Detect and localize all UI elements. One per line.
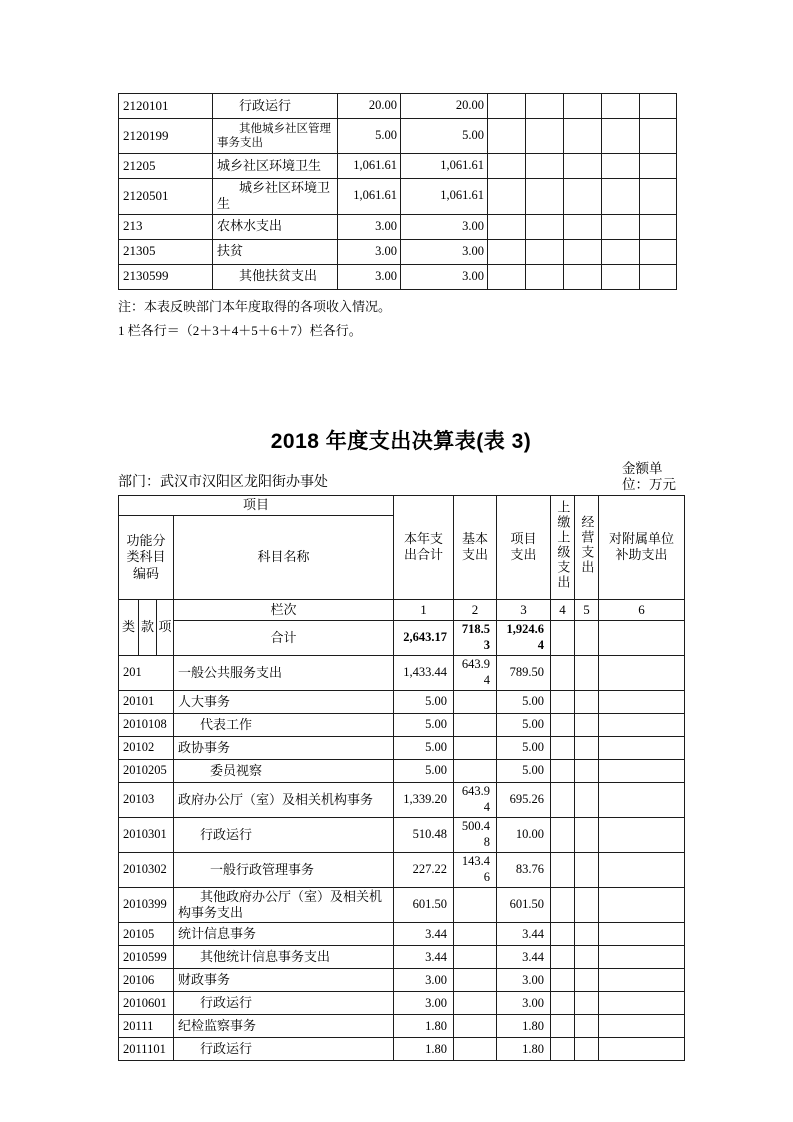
- value-cell: 1,061.61: [401, 154, 488, 179]
- value-cell: 83.76: [497, 852, 551, 887]
- value-cell: 3.00: [497, 992, 551, 1015]
- income-row: [119, 214, 677, 239]
- expense-row: [119, 736, 685, 759]
- name-cell: 统计信息事务: [174, 923, 394, 946]
- code-cell: 21305: [119, 239, 213, 264]
- value-cell: 1.80: [394, 1038, 454, 1061]
- code-cell: 213: [119, 214, 213, 239]
- unit-label: 金额单位：万元: [622, 460, 676, 492]
- empty-cell: [599, 1015, 685, 1038]
- header-sub-lei: 类: [119, 599, 139, 655]
- value-cell: 3.00: [401, 239, 488, 264]
- value-cell: [454, 713, 497, 736]
- name-cell: 其他政府办公厅（室）及相关机构事务支出: [174, 887, 394, 923]
- code-cell: 2010599: [119, 946, 174, 969]
- empty-cell: [551, 655, 575, 690]
- column-number: 6: [599, 599, 685, 620]
- header-lanci: 栏次: [174, 599, 394, 620]
- code-cell: 20111: [119, 1015, 174, 1038]
- name-cell: 行政运行: [174, 1038, 394, 1061]
- value-cell: 3.44: [394, 923, 454, 946]
- value-cell: 2,643.17: [394, 620, 454, 655]
- empty-cell: [575, 655, 599, 690]
- empty-cell: [602, 119, 640, 154]
- expense-row: [119, 817, 685, 852]
- empty-cell: [575, 713, 599, 736]
- header-project: 项目: [119, 495, 394, 515]
- name-cell: 城乡社区环境卫生: [213, 154, 338, 179]
- value-cell: 3.44: [497, 946, 551, 969]
- value-cell: [454, 690, 497, 713]
- empty-cell: [575, 817, 599, 852]
- empty-cell: [575, 887, 599, 923]
- code-cell: 20102: [119, 736, 174, 759]
- code-cell: 2120199: [119, 119, 213, 154]
- header-subject-name: 科目名称: [174, 515, 394, 599]
- empty-cell: [488, 264, 526, 289]
- expense-row: [119, 852, 685, 887]
- empty-cell: [599, 887, 685, 923]
- empty-cell: [551, 782, 575, 817]
- vertical-header-text: 经营支出: [579, 515, 595, 576]
- empty-cell: [488, 154, 526, 179]
- empty-cell: [640, 179, 677, 215]
- name-cell: 纪检监察事务: [174, 1015, 394, 1038]
- empty-cell: [551, 887, 575, 923]
- empty-cell: [602, 214, 640, 239]
- header-col6: 对附属单位补助支出: [599, 495, 685, 599]
- column-number: 5: [575, 599, 599, 620]
- empty-cell: [551, 1038, 575, 1061]
- empty-cell: [564, 264, 602, 289]
- income-row: [119, 94, 677, 119]
- empty-cell: [575, 759, 599, 782]
- value-cell: [454, 759, 497, 782]
- empty-cell: [526, 119, 564, 154]
- code-cell: 2010108: [119, 713, 174, 736]
- table-meta-row: [118, 461, 684, 493]
- value-cell: 500.48: [454, 817, 497, 852]
- empty-cell: [564, 214, 602, 239]
- empty-cell: [551, 969, 575, 992]
- empty-cell: [599, 759, 685, 782]
- value-cell: 5.00: [401, 119, 488, 154]
- code-cell: 2010399: [119, 887, 174, 923]
- value-cell: 5.00: [497, 713, 551, 736]
- code-cell: 20101: [119, 690, 174, 713]
- value-cell: 718.53: [454, 620, 497, 655]
- expense-row: [119, 969, 685, 992]
- empty-cell: [526, 214, 564, 239]
- header-func-code: 功能分类科目编码: [119, 515, 174, 599]
- code-cell: 2010205: [119, 759, 174, 782]
- empty-cell: [599, 1038, 685, 1061]
- value-cell: 5.00: [338, 119, 401, 154]
- name-cell: 政府办公厅（室）及相关机构事务: [174, 782, 394, 817]
- header-col2: 基本支出: [454, 495, 497, 599]
- empty-cell: [551, 1015, 575, 1038]
- value-cell: 3.00: [401, 214, 488, 239]
- empty-cell: [575, 782, 599, 817]
- empty-cell: [575, 946, 599, 969]
- empty-cell: [551, 736, 575, 759]
- empty-cell: [602, 154, 640, 179]
- header-row: [119, 599, 685, 620]
- name-cell: 其他扶贫支出: [213, 264, 338, 289]
- empty-cell: [526, 264, 564, 289]
- value-cell: [454, 992, 497, 1015]
- value-cell: [454, 946, 497, 969]
- name-cell: 一般公共服务支出: [174, 655, 394, 690]
- value-cell: 3.00: [394, 992, 454, 1015]
- income-row: [119, 119, 677, 154]
- code-cell: 201: [119, 655, 174, 690]
- name-cell: 其他统计信息事务支出: [174, 946, 394, 969]
- expense-row: [119, 690, 685, 713]
- name-cell: 扶贫: [213, 239, 338, 264]
- empty-cell: [526, 179, 564, 215]
- value-cell: 3.00: [394, 969, 454, 992]
- empty-cell: [640, 119, 677, 154]
- empty-cell: [526, 239, 564, 264]
- empty-cell: [599, 817, 685, 852]
- department-label: 部门：武汉市汉阳区龙阳街办事处: [118, 474, 328, 490]
- value-cell: [454, 1015, 497, 1038]
- value-cell: 1.80: [497, 1038, 551, 1061]
- name-cell: 人大事务: [174, 690, 394, 713]
- value-cell: 3.44: [394, 946, 454, 969]
- name-cell: 行政运行: [174, 817, 394, 852]
- name-cell: 农林水支出: [213, 214, 338, 239]
- empty-cell: [575, 1015, 599, 1038]
- note-line: 注：本表反映部门本年度取得的各项收入情况。: [118, 298, 392, 314]
- value-cell: 3.44: [497, 923, 551, 946]
- code-cell: 2010302: [119, 852, 174, 887]
- expense-row: [119, 946, 685, 969]
- empty-cell: [602, 94, 640, 119]
- empty-cell: [526, 154, 564, 179]
- header-row: [119, 495, 685, 515]
- expense-row: [119, 992, 685, 1015]
- empty-cell: [488, 179, 526, 215]
- name-cell: 财政事务: [174, 969, 394, 992]
- expense-row: [119, 713, 685, 736]
- header-sub-kuan: 款: [139, 599, 157, 655]
- empty-cell: [599, 923, 685, 946]
- empty-cell: [575, 923, 599, 946]
- empty-cell: [564, 239, 602, 264]
- value-cell: 5.00: [497, 690, 551, 713]
- header-col1: 本年支出合计: [394, 495, 454, 599]
- name-cell: 一般行政管理事务: [174, 852, 394, 887]
- empty-cell: [599, 992, 685, 1015]
- value-cell: 10.00: [497, 817, 551, 852]
- name-cell: 委员视察: [174, 759, 394, 782]
- total-row: [119, 620, 685, 655]
- empty-cell: [551, 992, 575, 1015]
- expense-row: [119, 887, 685, 923]
- name-cell: 其他城乡社区管理事务支出: [213, 119, 338, 154]
- empty-cell: [551, 620, 575, 655]
- column-number: 2: [454, 599, 497, 620]
- empty-cell: [599, 852, 685, 887]
- value-cell: [454, 969, 497, 992]
- empty-cell: [551, 690, 575, 713]
- empty-cell: [575, 852, 599, 887]
- expense-row: [119, 1038, 685, 1061]
- column-number: 3: [497, 599, 551, 620]
- income-row: [119, 154, 677, 179]
- income-table: [118, 93, 677, 290]
- empty-cell: [488, 214, 526, 239]
- name-cell: 政协事务: [174, 736, 394, 759]
- value-cell: 20.00: [401, 94, 488, 119]
- note-line: 1 栏各行＝（2＋3＋4＋5＋6＋7）栏各行。: [118, 322, 362, 338]
- header-col4: [551, 495, 575, 599]
- code-cell: 2120501: [119, 179, 213, 215]
- income-row: [119, 239, 677, 264]
- expense-table: [118, 495, 685, 1062]
- code-cell: 2011101: [119, 1038, 174, 1061]
- empty-cell: [564, 179, 602, 215]
- empty-cell: [599, 736, 685, 759]
- empty-cell: [599, 969, 685, 992]
- value-cell: 1,061.61: [338, 179, 401, 215]
- code-cell: 21205: [119, 154, 213, 179]
- header-col3: 项目支出: [497, 495, 551, 599]
- expense-row: [119, 782, 685, 817]
- expense-row: [119, 759, 685, 782]
- empty-cell: [575, 690, 599, 713]
- total-label: 合计: [174, 620, 394, 655]
- empty-cell: [575, 736, 599, 759]
- code-cell: 2010601: [119, 992, 174, 1015]
- empty-cell: [599, 782, 685, 817]
- value-cell: 789.50: [497, 655, 551, 690]
- vertical-header-text: 上缴上级支出: [555, 500, 571, 591]
- empty-cell: [564, 119, 602, 154]
- income-row: [119, 264, 677, 289]
- value-cell: 3.00: [338, 214, 401, 239]
- value-cell: 3.00: [338, 264, 401, 289]
- value-cell: 5.00: [394, 759, 454, 782]
- empty-cell: [488, 94, 526, 119]
- empty-cell: [575, 992, 599, 1015]
- value-cell: 1.80: [497, 1015, 551, 1038]
- empty-cell: [551, 817, 575, 852]
- value-cell: 510.48: [394, 817, 454, 852]
- value-cell: 3.00: [401, 264, 488, 289]
- expense-row: [119, 1015, 685, 1038]
- value-cell: [454, 923, 497, 946]
- value-cell: 5.00: [497, 759, 551, 782]
- empty-cell: [602, 264, 640, 289]
- name-cell: 城乡社区环境卫生: [213, 179, 338, 215]
- empty-cell: [599, 946, 685, 969]
- empty-cell: [602, 179, 640, 215]
- empty-cell: [640, 264, 677, 289]
- value-cell: 5.00: [394, 713, 454, 736]
- name-cell: 代表工作: [174, 713, 394, 736]
- empty-cell: [551, 852, 575, 887]
- value-cell: 1,339.20: [394, 782, 454, 817]
- empty-cell: [599, 690, 685, 713]
- code-cell: 20103: [119, 782, 174, 817]
- value-cell: 695.26: [497, 782, 551, 817]
- value-cell: 1,061.61: [338, 154, 401, 179]
- empty-cell: [564, 94, 602, 119]
- value-cell: 143.46: [454, 852, 497, 887]
- empty-cell: [602, 239, 640, 264]
- value-cell: [454, 887, 497, 923]
- value-cell: [454, 736, 497, 759]
- empty-cell: [526, 94, 564, 119]
- value-cell: 601.50: [394, 887, 454, 923]
- expense-row: [119, 923, 685, 946]
- name-cell: 行政运行: [174, 992, 394, 1015]
- empty-cell: [599, 655, 685, 690]
- empty-cell: [575, 1038, 599, 1061]
- empty-cell: [488, 119, 526, 154]
- empty-cell: [551, 713, 575, 736]
- code-cell: 2130599: [119, 264, 213, 289]
- header-col5: [575, 495, 599, 599]
- empty-cell: [551, 759, 575, 782]
- value-cell: 227.22: [394, 852, 454, 887]
- value-cell: 601.50: [497, 887, 551, 923]
- value-cell: 5.00: [394, 736, 454, 759]
- value-cell: 1,924.64: [497, 620, 551, 655]
- value-cell: 1,433.44: [394, 655, 454, 690]
- empty-cell: [599, 713, 685, 736]
- empty-cell: [640, 239, 677, 264]
- empty-cell: [640, 154, 677, 179]
- code-cell: 20106: [119, 969, 174, 992]
- value-cell: 1,061.61: [401, 179, 488, 215]
- value-cell: 643.94: [454, 782, 497, 817]
- column-number: 1: [394, 599, 454, 620]
- value-cell: 3.00: [338, 239, 401, 264]
- value-cell: 5.00: [394, 690, 454, 713]
- value-cell: 5.00: [497, 736, 551, 759]
- name-cell: 行政运行: [213, 94, 338, 119]
- code-cell: 20105: [119, 923, 174, 946]
- expense-row: [119, 655, 685, 690]
- code-cell: 2010301: [119, 817, 174, 852]
- value-cell: 20.00: [338, 94, 401, 119]
- empty-cell: [640, 214, 677, 239]
- empty-cell: [599, 620, 685, 655]
- empty-cell: [488, 239, 526, 264]
- page-title: 2018 年度支出决算表(表 3): [270, 429, 532, 453]
- value-cell: [454, 1038, 497, 1061]
- empty-cell: [551, 923, 575, 946]
- empty-cell: [575, 620, 599, 655]
- column-number: 4: [551, 599, 575, 620]
- table-notes: [118, 295, 684, 343]
- value-cell: 1.80: [394, 1015, 454, 1038]
- header-sub-xiang: 项: [157, 599, 174, 655]
- value-cell: 3.00: [497, 969, 551, 992]
- empty-cell: [551, 946, 575, 969]
- empty-cell: [564, 154, 602, 179]
- income-row: [119, 179, 677, 215]
- value-cell: 643.94: [454, 655, 497, 690]
- document-content: [118, 0, 684, 1061]
- empty-cell: [640, 94, 677, 119]
- code-cell: 2120101: [119, 94, 213, 119]
- empty-cell: [575, 969, 599, 992]
